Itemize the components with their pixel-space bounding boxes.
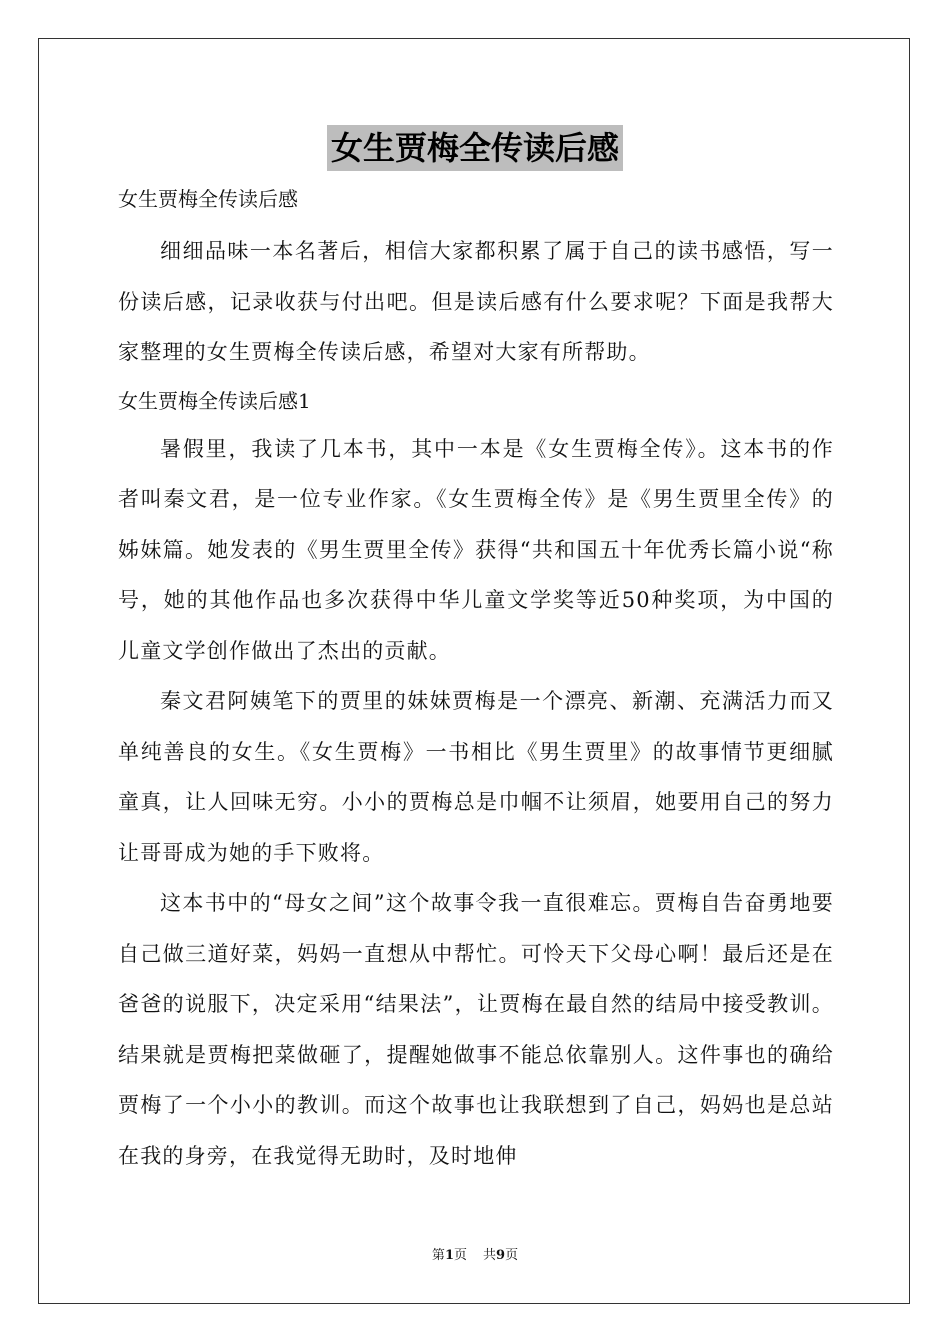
page-suffix: 页 — [453, 1248, 467, 1263]
page-prefix: 第 — [431, 1248, 445, 1263]
section-heading-1: 女生贾梅全传读后感1 — [118, 388, 311, 413]
total-suffix: 页 — [505, 1248, 519, 1263]
body-paragraph: 秦文君阿姨笔下的贾里的妹妹贾梅是一个漂亮、新潮、充满活力而又单纯善良的女生。《女生贾梅》一书相比《男生贾里》的故事情节更细腻童真，让人回味无穷。小小的贾梅总是巾帼不让须眉，她要用自己的努力让哥哥成为她的手下败将。 — [118, 689, 834, 865]
total-prefix: 共 — [483, 1248, 497, 1263]
title-container — [0, 125, 950, 171]
body-paragraph: 暑假里，我读了几本书，其中一本是《女生贾梅全传》。这本书的作者叫秦文君，是一位专业作家。《女生贾梅全传》是《男生贾里全传》的姊妹篇。她发表的《男生贾里全传》获得“共和国五十年优秀长篇小说“称号，她的其他作品也多次获得中华儿童文学奖等近50种奖项，为中国的儿童文学创作做出了杰出的贡献。 — [118, 436, 834, 663]
page-footer — [0, 1246, 950, 1266]
current-page-number: 1 — [444, 1248, 454, 1263]
body-paragraph: 这本书中的“母女之间”这个故事令我一直很难忘。贾梅自告奋勇地要自己做三道好菜，妈妈一直想从中帮忙。可怜天下父母心啊！最后还是在爸爸的说服下，决定采用“结果法”，让贾梅在最自然的结局中接受教训。结果就是贾梅把菜做砸了，提醒她做事不能总依靠别人。这件事也的确给贾梅了一个小小的教训。而这个故事也让我联想到了自己，妈妈也是总站在我的身旁，在我觉得无助时，及时地伸 — [118, 891, 834, 1168]
document-title[interactable]: 女生贾梅全传读后感 — [327, 125, 623, 171]
document-subtitle: 女生贾梅全传读后感 — [118, 187, 298, 211]
document-body — [118, 176, 834, 1181]
total-page-number: 9 — [496, 1248, 506, 1263]
intro-paragraph: 细细品味一本名著后，相信大家都积累了属于自己的读书感悟，写一份读后感，记录收获与付出吧。但是读后感有什么要求呢？下面是我帮大家整理的女生贾梅全传读后感，希望对大家有所帮助。 — [118, 239, 834, 364]
